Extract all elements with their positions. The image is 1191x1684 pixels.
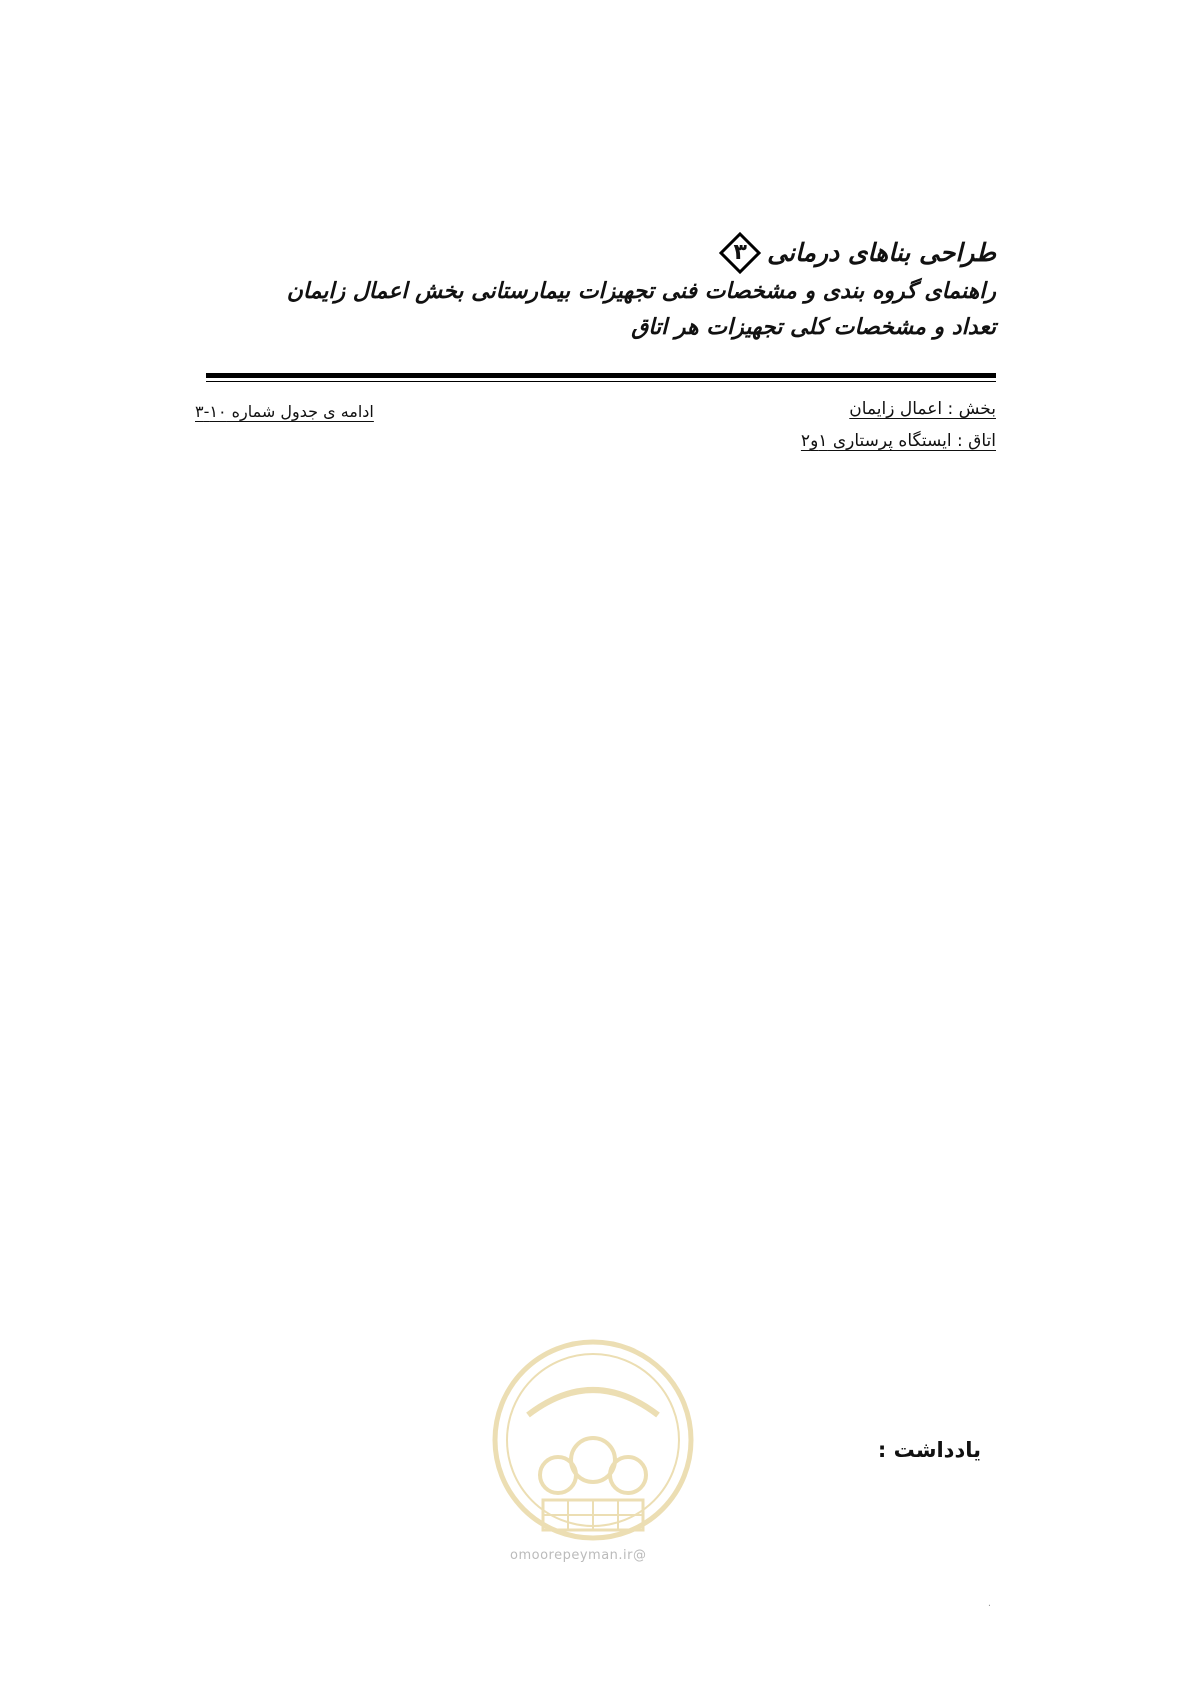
department-label: بخش : اعمال زایمان xyxy=(849,399,996,419)
room-info xyxy=(801,393,996,457)
series-number-badge xyxy=(719,232,761,274)
page-dot: · xyxy=(987,1601,991,1612)
series-title: طراحی بناهای درمانی xyxy=(767,238,996,267)
doc-title-line-1: راهنمای گروه بندی و مشخصات فنی تجهیزات بیمارستانی بخش اعمال زایمان xyxy=(286,279,996,304)
table-reference: ادامه ی جدول شماره ۱۰-۳ xyxy=(195,402,374,421)
doc-title-line-2: تعداد و مشخصات کلی تجهیزات هر اتاق xyxy=(631,315,996,340)
note-label: یادداشت : xyxy=(877,1438,981,1462)
series-title-line xyxy=(206,232,996,274)
header-rule-thin xyxy=(206,381,996,382)
document-header xyxy=(206,232,996,346)
series-number: ۳ xyxy=(733,240,747,265)
watermark-site-text: @omoorepeyman.ir xyxy=(510,1548,647,1563)
room-label: اتاق : ایستگاه پرستاری ۱و۲ xyxy=(800,431,996,451)
header-rule-thick xyxy=(206,373,996,378)
